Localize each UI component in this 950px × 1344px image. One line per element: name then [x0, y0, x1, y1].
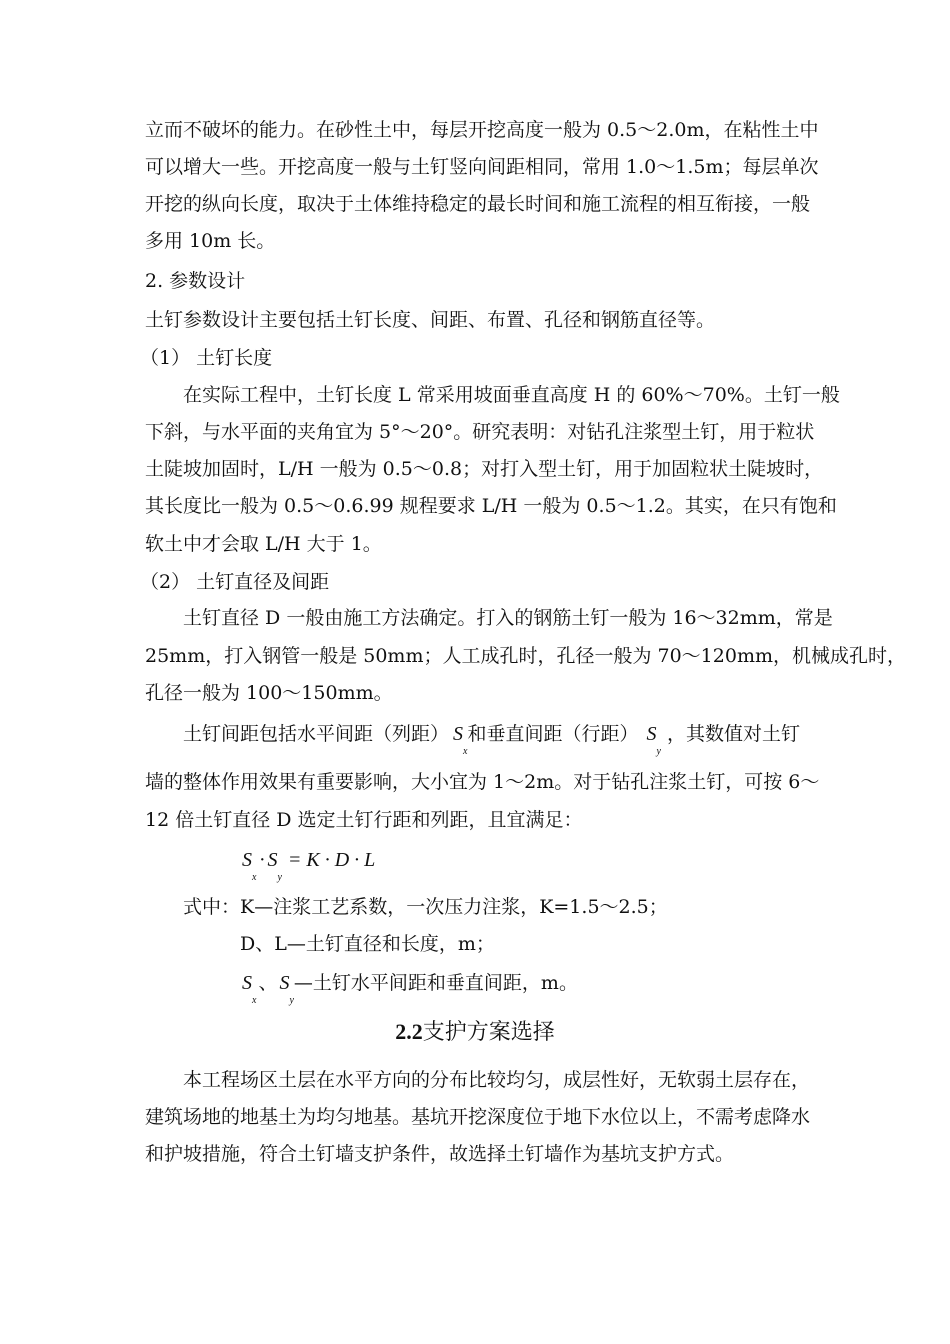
math-s: S	[267, 849, 278, 871]
paragraph-line: 墙的整体作用效果有重要影响，大小宜为 1～2m。对于钻孔注浆土钉，可按 6～	[145, 771, 820, 793]
formula	[242, 848, 376, 883]
definition-line	[242, 971, 578, 1006]
paragraph-line: 其长度比一般为 0.5～0.6.99 规程要求 L/H 一般为 0.5～1.2。其实，在只有饱和	[145, 495, 837, 517]
paragraph-line: 25mm，打入钢管一般是 50mm；人工成孔时，孔径一般为 70～120mm，机械成孔时，	[145, 645, 906, 667]
paragraph-line: 建筑场地的地基土为均匀地基。基坑开挖深度位于地下水位以上，不需考虑降水	[145, 1106, 811, 1128]
formula-rhs: = K · D · L	[287, 849, 376, 871]
math-s: S	[453, 723, 464, 745]
paragraph-line: 土钉直径 D 一般由施工方法确定。打入的钢筋土钉一般为 16～32mm，常是	[183, 607, 833, 629]
math-sub-x: x	[252, 995, 257, 1006]
paragraph-line: 软土中才会取 L/H 大于 1。	[145, 533, 382, 555]
paragraph-line: 立而不破坏的能力。在砂性土中，每层开挖高度一般为 0.5～2.0m，在粘性土中	[145, 119, 819, 141]
math-s: S	[242, 849, 252, 871]
paragraph-line: 和护坡措施，符合土钉墙支护条件，故选择土钉墙作为基坑支护方式。	[145, 1143, 735, 1165]
section-title: 2. 参数设计	[145, 270, 246, 292]
math-s: S	[279, 972, 290, 994]
paragraph-line: 在实际工程中，土钉长度 L 常采用坡面垂直高度 H 的 60%～70%。土钉一般	[183, 384, 840, 406]
paragraph-line: 开挖的纵向长度，取决于土体维持稳定的最长时间和施工流程的相互衔接，一般	[145, 193, 811, 215]
paragraph-line: 孔径一般为 100～150mm。	[145, 682, 393, 704]
math-sub-y: y	[277, 872, 282, 883]
section-heading-title: 支护方案选择	[422, 1020, 555, 1045]
definition-text: —土钉水平间距和垂直间距，m。	[293, 972, 578, 994]
math-sub-y: y	[289, 995, 294, 1006]
math-sub-x: x	[463, 746, 468, 757]
subsection-title: （2） 土钉直径及间距	[140, 571, 330, 593]
paragraph-line: 可以增大一些。开挖高度一般与土钉竖向间距相同，常用 1.0～1.5m；每层单次	[145, 156, 819, 178]
paragraph-line: 多用 10m 长。	[145, 230, 276, 252]
definition-line: D、L—土钉直径和长度，m；	[240, 933, 495, 955]
separator: 、	[258, 972, 278, 994]
math-sub-y: y	[656, 746, 661, 757]
paragraph-line: 下斜，与水平面的夹角宜为 5°～20°。研究表明：对钻孔注浆型土钉，用于粒状	[145, 421, 815, 443]
spacing-text-3: ，其数值对土钉	[666, 723, 800, 745]
math-dot: ·	[259, 849, 265, 871]
spacing-text-2: 和垂直间距（行距）	[467, 723, 639, 745]
definition-line: 式中：K—注浆工艺系数，一次压力注浆，K=1.5～2.5；	[183, 896, 668, 918]
paragraph-line: 土陡坡加固时，L/H 一般为 0.5～0.8；对打入型土钉，用于加固粒状土陡坡时，	[145, 458, 824, 480]
math-s: S	[646, 723, 657, 745]
paragraph-line: 12 倍土钉直径 D 选定土钉行距和列距，且宜满足：	[145, 809, 583, 831]
subsection-title: （1） 土钉长度	[140, 347, 273, 369]
math-sub-x: x	[252, 872, 257, 883]
spacing-line	[183, 722, 800, 757]
section-heading	[0, 1018, 950, 1047]
paragraph-line: 土钉参数设计主要包括土钉长度、间距、布置、孔径和钢筋直径等。	[145, 309, 716, 331]
math-s: S	[242, 972, 252, 994]
section-number: 2.2	[395, 1019, 423, 1044]
paragraph-line: 本工程场区土层在水平方向的分布比较均匀，成层性好，无软弱土层存在，	[183, 1069, 811, 1091]
spacing-text-1: 土钉间距包括水平间距（列距）	[183, 723, 450, 745]
